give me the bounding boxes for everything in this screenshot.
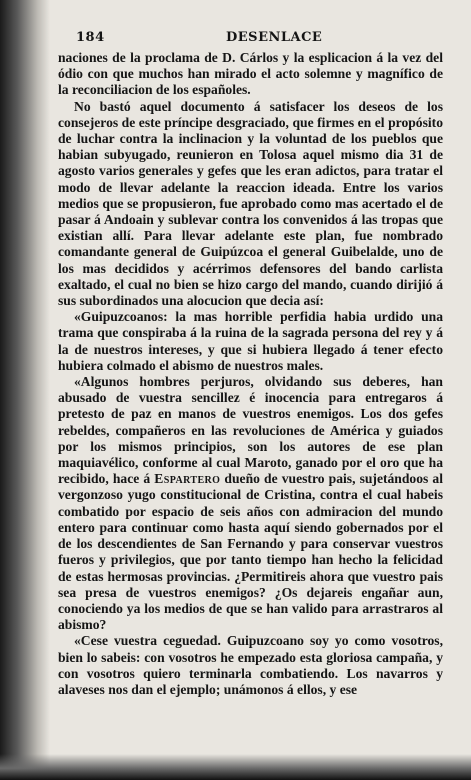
name-smallcaps: Espartero: [154, 471, 221, 487]
paragraph-text: dueño de vuestro pais, sujetándoos al vergonzoso yugo constitucional de Cristina, contra el cual habeis combatido por espacio de seis años con admiracion del mundo entero para continuar como hasta aquí siendo gobernados por el de los descendientes de San Fernando y para conservar vuestros fueros y privilegios, que por tanto tiempo han hecho la felicidad de estas hermosas provincias. ¿Permitireis ahora que vuestro pais sea presa de vuestros enemigos? ¿Os dejareis engañar aun, conociendo ya los medios de que se han valido para arrastraros al abismo?: [58, 471, 443, 633]
paragraph: [58, 374, 443, 633]
paragraph-text: «Algunos hombres perjuros, olvidando sus deberes, han abusado de vuestra sencillez é inocencia para entregaros á pretesto de paz en manos de vuestros enemigos. Los dos gefes rebeldes, compañeros en las revoluciones de América y guiados por los mismos principios, son los autores de ese plan maquiavélico, conforme al cual Maroto, ganado por el oro que ha recibido, hace á: [58, 374, 443, 487]
body-text: [58, 50, 443, 698]
binding-shadow: [0, 0, 50, 780]
page-number: 184: [76, 30, 105, 45]
running-title: DESENLACE: [226, 30, 323, 45]
paragraph: naciones de la proclama de D. Cárlos y la esplicacion á la vez del ódio con que muchos han mirado el acto solemne y magnífico de la reconciliacion de los españoles.: [58, 50, 443, 98]
paragraph: «Guipuzcoanos: la mas horrible perfidia habia urdido una trama que conspiraba á la ruina de la sagrada persona del rey y á la de nuestros intereses, y que si hubiera llegado á tener efecto hubiera colmado el abismo de nuestros males.: [58, 309, 443, 373]
bottom-edge-shadow: [0, 754, 471, 780]
paragraph: No bastó aquel documento á satisfacer los deseos de los consejeros de este príncipe desgraciado, que firmes en el propósito de luchar contra la inclinacion y la voluntad de los pueblos que habian subyugado, reunieron en Tolosa aquel mismo dia 31 de agosto varios generales y gefes que les eran adictos, para tratar el modo de llevar adelante la reaccion ideada. Entre los varios medios que se propusieron, fue aprobado como mas acertado el de pasar á Andoain y sublevar contra los convenidos á las tropas que existian allí. Para llevar adelante este plan, fue nombrado comandante general de Guipúzcoa el general Guibelalde, uno de los mas decididos y acérrimos defensores del bando carlista exaltado, el cual no bien se hizo cargo del mando, cuando dirijió á sus subordinados una alocucion que decia así:: [58, 98, 443, 309]
running-header: [58, 30, 443, 48]
paragraph: «Cese vuestra ceguedad. Guipuzcoano soy yo como vosotros, bien lo sabeis: con vosotros he empezado esta gloriosa campaña, y con vosotros quiero terminarla combatiendo. Los navarros y alaveses nos dan el ejemplo; unámonos á ellos, y ese: [58, 633, 443, 697]
